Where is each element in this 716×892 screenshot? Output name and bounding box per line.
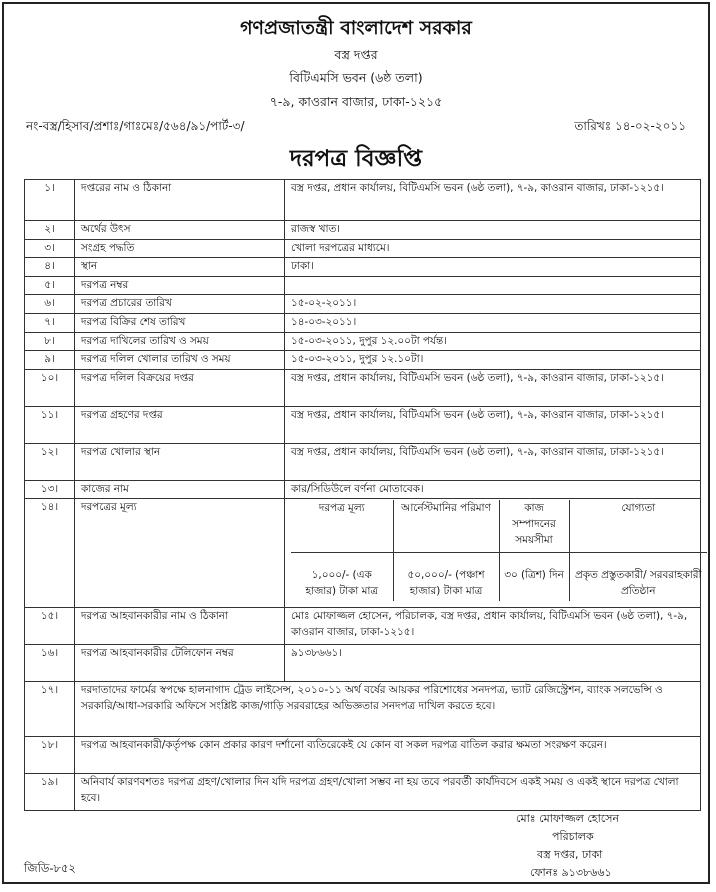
tender-table xyxy=(24,179,701,811)
table-row xyxy=(25,239,701,258)
row-number: ১৪। xyxy=(25,499,75,608)
row-number: ১০। xyxy=(25,369,75,406)
row-number: ১২। xyxy=(25,443,75,480)
row-number: ১৫। xyxy=(25,608,75,645)
row-value: খোলা দরপত্রের মাধ্যমে। xyxy=(285,239,701,258)
row-label: সংগ্রহ পদ্ধতি xyxy=(75,239,285,258)
signatory-phone: ফোনঃ ৯১৩৮৬৬১ xyxy=(530,866,612,879)
row-label: দরপত্র আহবানকারীর টেলিফোন নম্বর xyxy=(75,645,285,682)
table-row xyxy=(25,406,701,443)
signatory-designation: পরিচালক xyxy=(552,830,594,843)
row-number: ২। xyxy=(25,221,75,240)
row-value: মোঃ মোফাজ্জল হোসেন, পরিচালক, বস্ত্র দপ্তর, প্রধান কার্যালয়, বিটিএমসি ভবন (৬ষ্ঠ তলা), ৭-৯, কাওরান বাজার, ঢাকা-১২১৫। xyxy=(285,608,701,645)
table-row xyxy=(25,258,701,277)
row-label: দরপত্র খোলার স্থান xyxy=(75,443,285,480)
table-row xyxy=(25,221,701,240)
department-name: বস্ত্র দপ্তর xyxy=(334,47,378,62)
row-number: ৯। xyxy=(25,351,75,370)
row-value: রাজস্ব খাত। xyxy=(285,221,701,240)
building-name: বিটিএমসি ভবন (৬ষ্ঠ তলা) xyxy=(289,70,423,85)
row-label: দরপত্র বিক্রির শেষ তারিখ xyxy=(75,314,285,333)
row-number: ১। xyxy=(25,180,75,221)
row-label: স্থান xyxy=(75,258,285,277)
table-row xyxy=(25,774,701,811)
row-number: ১৯। xyxy=(25,774,75,811)
row-value: ১৪-০৩-২০১১। xyxy=(285,314,701,333)
table-row xyxy=(25,443,701,480)
row-label: দপ্তরের নাম ও ঠিকানা xyxy=(75,180,285,221)
row-value: ১৫-০২-২০১১। xyxy=(285,295,701,314)
row-number: ১৩। xyxy=(25,480,75,499)
row-value: বস্ত্র দপ্তর, প্রধান কার্যালয়, বিটিএমসি ভবন (৬ষ্ঠ তলা), ৭-৯, কাওরান বাজার, ঢাকা-১২১৫। xyxy=(285,180,701,221)
row-label: কাজের নাম xyxy=(75,480,285,499)
government-heading: গণপ্রজাতন্ত্রী বাংলাদেশ সরকার xyxy=(240,17,472,39)
notice-page xyxy=(2,2,710,884)
row-number: ৬। xyxy=(25,295,75,314)
row-label: দরপত্র প্রচারের তারিখ xyxy=(75,295,285,314)
row-value: বস্ত্র দপ্তর, প্রধান কার্যালয়, বিটিএমসি ভবন (৬ষ্ঠ তলা), ৭-৯, কাওরান বাজার, ঢাকা-১২১৫। xyxy=(285,369,701,406)
row-value: বস্ত্র দপ্তর, প্রধান কার্যালয়, বিটিএমসি ভবন (৬ষ্ঠ তলা), ৭-৯, কাওরান বাজার, ঢাকা-১২১৫। xyxy=(285,443,701,480)
table-row xyxy=(25,276,701,295)
tender-price-value: ১,০০০/- (এক হাজার) টাকা মাত্র xyxy=(305,569,379,598)
row-number: ১৮। xyxy=(25,737,75,774)
completion-time-header: কাজ সম্পাদনের সময়সীমা xyxy=(499,500,569,553)
row-value: ১৫-০৩-২০১১, দুপুর ১২.০০টা পর্যন্ত। xyxy=(285,332,701,351)
row-label: দরপত্র দলিল খোলার তারিখ ও সময় xyxy=(75,351,285,370)
row-number: ৪। xyxy=(25,258,75,277)
row-text: দরপত্র আহবানকারী/কর্তৃপক্ষ কোন প্রকার কারণ দর্শানো ব্যতিরেকেই যে কোন বা সকল দরপত্র বাতিল করার ক্ষমতা সংরক্ষণ করেন। xyxy=(75,737,701,774)
memo-number: নং-বস্ত্র/হিসাব/প্রশাঃ/গাঃমেঃ/৫৬৪/৯১/পার্ট-৩/ xyxy=(26,119,245,133)
row-number: ৫। xyxy=(25,276,75,295)
row-number: ১১। xyxy=(25,406,75,443)
footer-code: জিডি-৮৫২ xyxy=(24,861,76,875)
tender-price-header: দরপত্র মূল্য xyxy=(291,500,393,553)
table-row xyxy=(25,682,701,737)
row-value xyxy=(285,276,701,295)
row-value: ৯১৩৮৬৬১। xyxy=(285,645,701,682)
table-row xyxy=(25,480,701,499)
row-value: ১৫-০৩-২০১১, দুপুর ১২.১০টা। xyxy=(285,351,701,370)
completion-time-value: ৩০ (ত্রিশ) দিন xyxy=(499,567,569,600)
row-value: ঢাকা। xyxy=(285,258,701,277)
qualification-value: প্রকৃত প্রস্তুতকারী/ সরবরাহকারী প্রতিষ্ঠান xyxy=(569,567,707,600)
table-row xyxy=(25,180,701,221)
row-label: দরপত্র গ্রহণের দপ্তর xyxy=(75,406,285,443)
table-row xyxy=(25,332,701,351)
row-number: ১৬। xyxy=(25,645,75,682)
row-label: দরপত্র আহবানকারীর নাম ও ঠিকানা xyxy=(75,608,285,645)
row-label: দরপত্র নম্বর xyxy=(75,276,285,295)
page-title: দরপত্র বিজ্ঞপ্তি xyxy=(289,146,423,172)
notice-date: তারিখঃ ১৪-০২-২০১১ xyxy=(574,119,686,133)
price-subtable xyxy=(291,500,707,600)
table-row xyxy=(25,351,701,370)
row-number: ৮। xyxy=(25,332,75,351)
qualification-header: যোগ্যতা xyxy=(569,500,707,553)
row-number: ১৭। xyxy=(25,682,75,737)
row-value: কার/সিডিউলে বর্ণনা মোতাবেক। xyxy=(285,480,701,499)
office-address: ৭-৯, কাওরান বাজার, ঢাকা-১২১৫ xyxy=(269,94,443,109)
row-number: ৭। xyxy=(25,314,75,333)
row-text: অনিবার্য কারণবশতঃ দরপত্র গ্রহণ/খোলার দিন যদি দরপত্র গ্রহণ/খোলা সম্ভব না হয় তবে পরবর্তী কার্যদিবসে একই সময় ও একই স্থানে দরপত্র খোলা হবে। xyxy=(75,774,701,811)
signatory-name: মোঃ মোফাজ্জল হোসেন xyxy=(516,812,620,825)
row-text: দরদাতাদের ফার্মের স্বপক্ষে হালনাগাদ ট্রেড লাইসেন্স, ২০১০-১১ অর্থ বর্ষের আয়কর পরিশোধের সনদপত্র, ভ্যাট রেজিস্ট্রেশন, ব্যাংক সলভেন্সি ও সরকারি/আধা-সরকারি অফিসে সংশ্লিষ্ট কাজ/গাড়ি সরবরাহের অভিজ্ঞতার সনদপত্র দাখিল করতে হবে। xyxy=(75,682,701,737)
table-row xyxy=(25,645,701,682)
earnest-money-header: আর্নেস্টমানির পরিমাণ xyxy=(393,500,499,553)
row-label: অর্থের উৎস xyxy=(75,221,285,240)
earnest-money-value: ৫০,০০০/- (পঞ্চাশ হাজার) টাকা মাত্র xyxy=(393,567,499,600)
signatory-office: বস্ত্র দপ্তর, ঢাকা xyxy=(537,848,603,861)
table-row xyxy=(25,314,701,333)
row-label: দরপত্র দাখিলের তারিখ ও সময় xyxy=(75,332,285,351)
table-row xyxy=(25,608,701,645)
row-label: দরপত্রের মূল্য xyxy=(75,499,285,608)
table-row xyxy=(25,737,701,774)
price-row xyxy=(25,499,701,608)
row-label: দরপত্র দলিল বিক্রয়ের দপ্তর xyxy=(75,369,285,406)
row-number: ৩। xyxy=(25,239,75,258)
table-row xyxy=(25,295,701,314)
table-row xyxy=(25,369,701,406)
row-value: বস্ত্র দপ্তর, প্রধান কার্যালয়, বিটিএমসি ভবন (৬ষ্ঠ তলা), ৭-৯, কাওরান বাজার, ঢাকা-১২১৫। xyxy=(285,406,701,443)
